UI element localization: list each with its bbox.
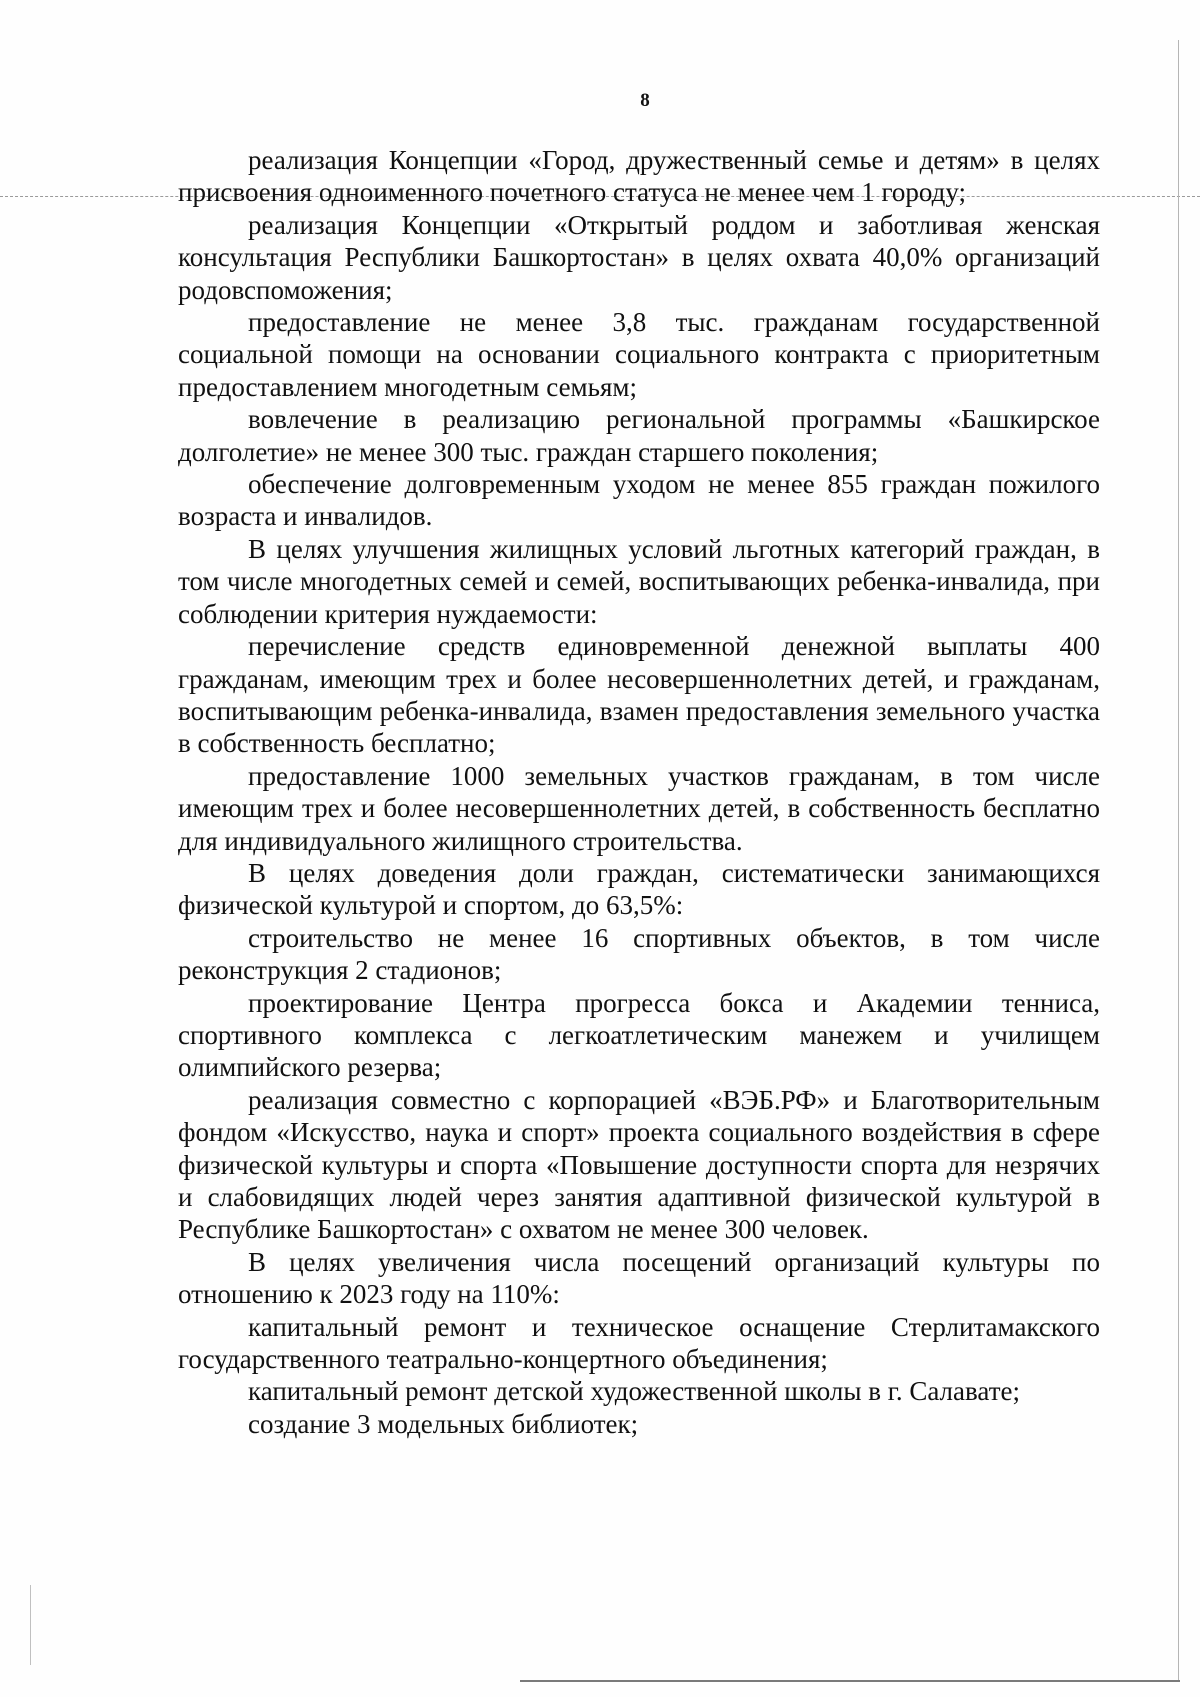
paragraph: создание 3 модельных библиотек;: [248, 1408, 639, 1439]
paragraph: В целях увеличения числа посещений организаций культуры по отношению к 2023 году на 110%:: [178, 1246, 1100, 1310]
document-body: [178, 144, 1100, 1440]
scan-artifact-bottom: [520, 1680, 1180, 1682]
scan-artifact-edge-left: [30, 1585, 31, 1665]
paragraph: проектирование Центра прогресса бокса и Академии тенниса, спортивного комплекса с легкоатлетическим манежем и училищем олимпийского резерва;: [178, 987, 1100, 1083]
paragraph: В целях улучшения жилищных условий льготных категорий граждан, в том числе многодетных семей и семей, воспитывающих ребенка-инвалида, при соблюдении критерия нуждаемости:: [178, 533, 1100, 629]
paragraph: капитальный ремонт и техническое оснащение Стерлитамакского государственного театрально-концертного объединения;: [178, 1311, 1100, 1375]
paragraph: капитальный ремонт детской художественной школы в г. Салавате;: [248, 1376, 1020, 1407]
page-number: 8: [640, 90, 650, 111]
paragraph: предоставление не менее 3,8 тыс. гражданам государственной социальной помощи на основании социального контракта с приоритетным предоставлением многодетным семьям;: [178, 307, 1100, 402]
paragraph: реализация Концепции «Город, дружественный семье и детям» в целях присвоения одноименного почетного статуса не менее чем 1 городу;: [178, 145, 1100, 208]
paragraph: строительство не менее 16 спортивных объектов, в том числе реконструкция 2 стадионов;: [178, 922, 1100, 986]
paragraph: В целях доведения доли граждан, систематически занимающихся физической культурой и спортом, до 63,5%:: [178, 857, 1100, 921]
paragraph: перечисление средств единовременной денежной выплаты 400 гражданам, имеющим трех и более несовершеннолетних детей, и гражданам, воспитывающим ребенка-инвалида, взамен предоставления земельного участка в собственность бесплатно;: [178, 631, 1100, 759]
paragraph: предоставление 1000 земельных участков гражданам, в том числе имеющим трех и более несовершеннолетних детей, в собственность бесплатно для индивидуального жилищного строительства.: [178, 760, 1100, 856]
paragraph: обеспечение долговременным уходом не менее 855 граждан пожилого возраста и инвалидов.: [178, 469, 1100, 532]
paragraph: реализация Концепции «Открытый роддом и заботливая женская консультация Республики Башкортостан» в целях охвата 40,0% организаций родовспоможения;: [178, 209, 1100, 305]
scan-artifact-edge: [1178, 40, 1179, 1680]
paragraph: вовлечение в реализацию региональной программы «Башкирское долголетие» не менее 300 тыс. граждан старшего поколения;: [178, 404, 1100, 467]
paragraph: реализация совместно с корпорацией «ВЭБ.РФ» и Благотворительным фондом «Искусство, наука и спорт» проекта социального воздействия в сфере физической культуры и спорта «Повышение доступности спорта для незрячих и слабовидящих людей через занятия адаптивной физической культурой в Республике Башкортостан» с охватом не менее 300 человек.: [178, 1084, 1100, 1245]
